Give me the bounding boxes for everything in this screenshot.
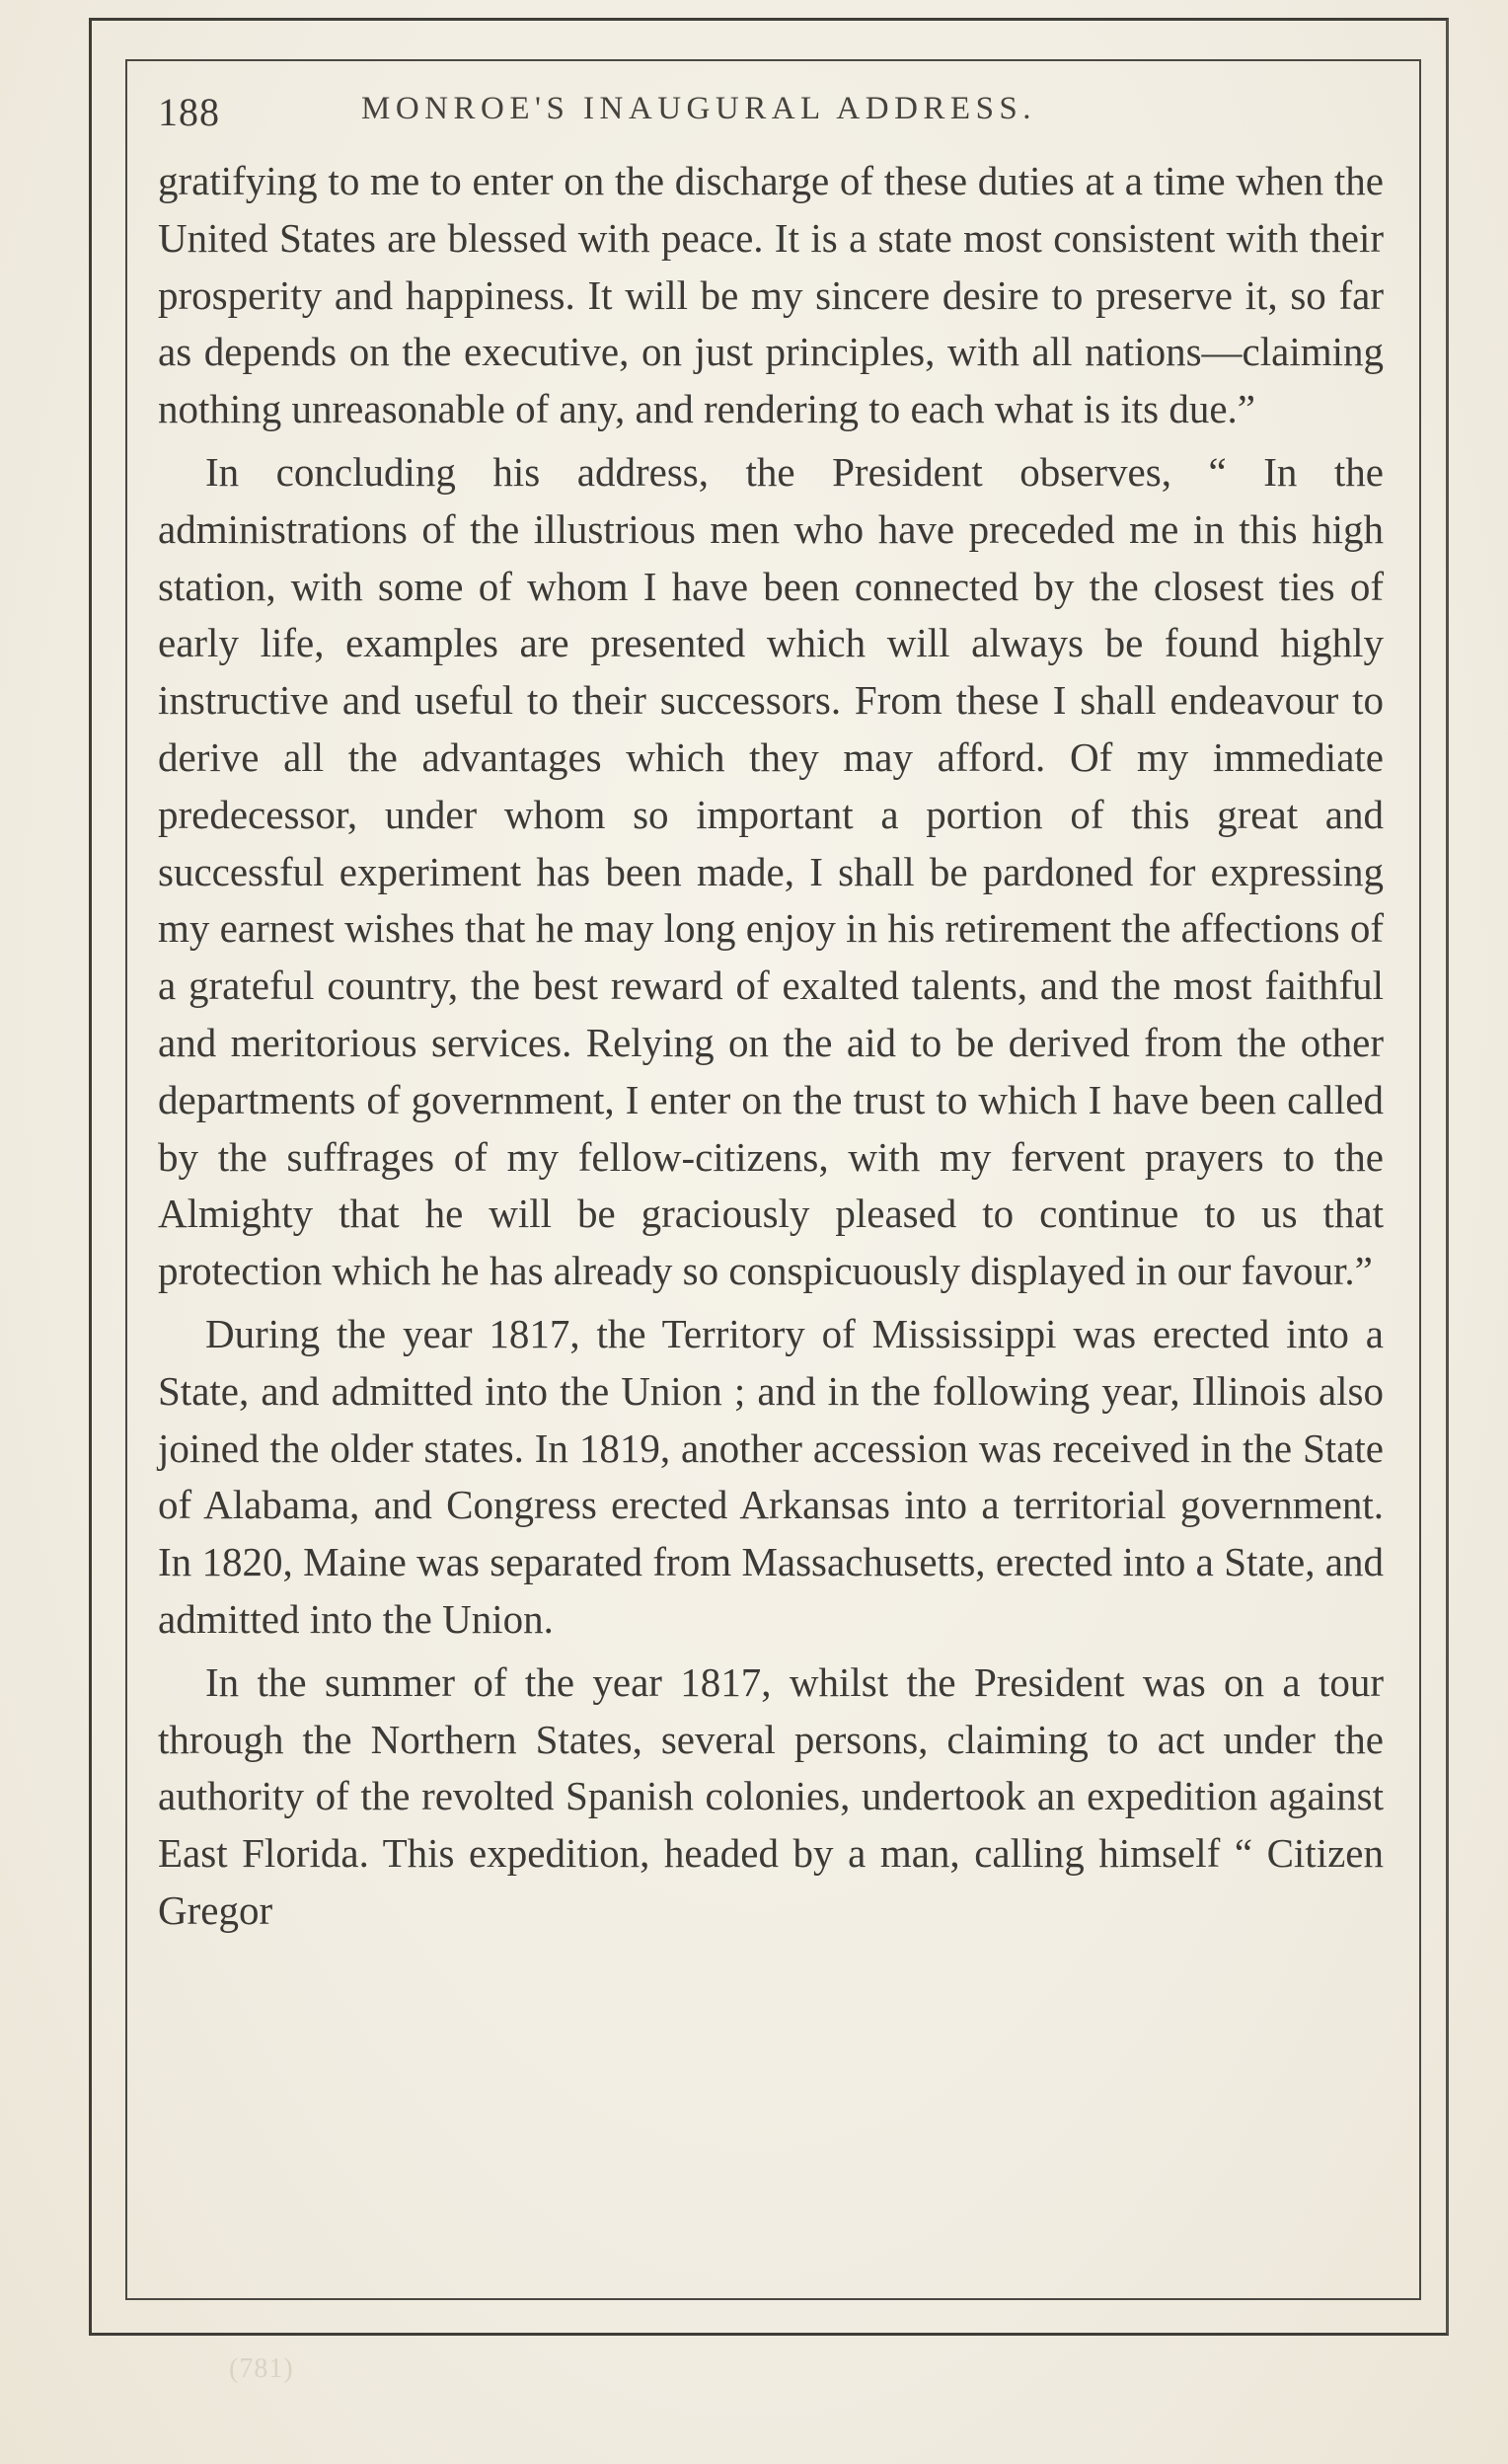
page-header: [158, 87, 1372, 146]
paragraph-new-states: During the year 1817, the Territory of Mississippi was erected into a State, and admitted into the Union ; and in the following year, Illinois also joined the older states. In 1819, another accession was received in the State of Alabama, and Congress erected Arkansas into a territorial government. In 1820, Maine was separated from Massachusetts, erected into a State, and admitted into the Union.: [158, 1310, 1384, 1642]
bleed-through-mark: (781): [229, 2353, 294, 2384]
paragraph-east-florida-expedition: In the summer of the year 1817, whilst the President was on a tour through the Northern States, several persons, claiming to act under the authority of the revolted Spanish colonies, undertook an expedition against East Florida. This expedition, headed by a man, calling himself “ Citizen Gregor: [158, 1658, 1384, 1933]
running-head-title: MONROE'S INAUGURAL ADDRESS.: [361, 91, 1037, 126]
paragraph-continuation: gratifying to me to enter on the discharge of these duties at a time when the United States are blessed with peace. It is a state most consistent with their prosperity and happiness. It will be my sincere desire to preserve it, so far as depends on the executive, on just principles, with all nations—claiming nothing unreasonable of any, and rendering to each what is its due.”: [158, 158, 1384, 432]
body-text: [158, 153, 1384, 1940]
paragraph-concluding-address: In concluding his address, the President observes, “ In the administrations of the illustrious men who have preceded me in this high station, with some of whom I have been connected by the closest ties of early life, examples are presented which will always be found highly instructive and useful to their successors. From these I shall endeavour to derive all the advantages which they may afford. Of my immediate predecessor, under whom so important a portion of this great and successful experiment has been made, I shall be pardoned for expressing my earnest wishes that he may long enjoy in his retirement the affections of a grateful country, the best reward of exalted talents, and the most faithful and meritorious services. Relying on the aid to be derived from the other departments of government, I enter on the trust to which I have been called by the suffrages of my fellow-citizens, with my fervent prayers to the Almighty that he will be graciously pleased to continue to us that protection which he has already so conspicuously displayed in our favour.”: [158, 448, 1384, 1294]
page-number: 188: [158, 90, 220, 134]
